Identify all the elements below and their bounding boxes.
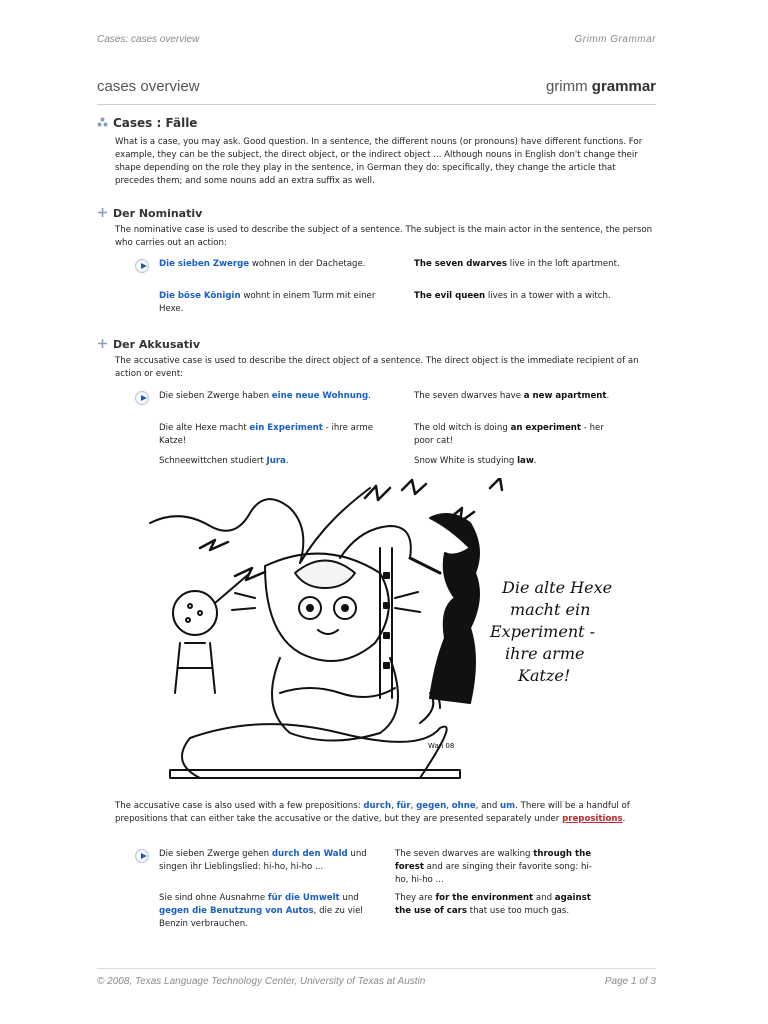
example-german: Sie sind ohne Ausnahme für die Umwelt und gegen die Benutzung von Autos, die zu viel Benzin verbrauchen. (159, 893, 363, 929)
title-row (97, 78, 656, 100)
example-row (135, 455, 625, 471)
example-german: Die sieben Zwerge wohnen in der Dachetage. (159, 259, 366, 269)
cartoon-signature: Wan 08 (428, 742, 455, 750)
example-german: Die böse Königin wohnt in einem Turm mit einer Hexe. (159, 291, 376, 314)
example-english: The seven dwarves are walking through the forest and are singing their favorite song: hi-ho, hi-ho ... (395, 849, 592, 885)
example-row (135, 848, 625, 888)
footer-copyright: © 2008, Texas Language Technology Center, University of Texas at Austin (97, 976, 426, 987)
brand-light: grimm (545, 78, 588, 95)
witch-cat-cartoon (140, 478, 628, 786)
example-english: They are for the environment and against the use of cars that use too much gas. (395, 893, 591, 916)
running-header-right: Grimm Grammar (574, 34, 656, 45)
play-icon[interactable] (135, 259, 149, 273)
plus-icon (97, 339, 108, 351)
prep-gegen: gegen (416, 801, 447, 811)
triangle-cluster-icon (97, 117, 108, 130)
example-german: Die sieben Zwerge haben eine neue Wohnung. (159, 391, 371, 401)
nominativ-intro: The nominative case is used to describe the subject of a sentence. The subject is the main actor in the sentence, the person who carries out an action: (115, 225, 653, 248)
example-row (135, 390, 625, 420)
example-english: The seven dwarves live in the loft apartment. (414, 259, 620, 269)
subsection-heading-text: Der Akkusativ (113, 338, 200, 351)
page-number: Page 1 of 3 (604, 976, 656, 987)
subsection-heading-text: Der Nominativ (113, 207, 203, 220)
subsection-heading-nominativ (97, 207, 202, 220)
example-german: Schneewittchen studiert Jura. (159, 456, 289, 466)
cases-intro: What is a case, you may ask. Good question. In a sentence, the different nouns (or pronouns) have different functions. For example, they can be the subject, the direct object, or the indirect object ... Although nouns in English don't change their shape depending on the role they play in the sentence, in German they do: specifically, they change the article that precedes them; and some nouns add an extra suffix as well. (115, 137, 643, 186)
prepositions-link[interactable]: prepositions (562, 814, 623, 824)
prep-um: um (500, 801, 516, 811)
example-row (135, 290, 625, 320)
example-english: The evil queen lives in a tower with a witch. (414, 291, 611, 301)
cartoon-caption-line: Experiment - (490, 622, 596, 641)
prep-fuer: für (396, 801, 411, 811)
brand-logo (546, 78, 656, 95)
section-heading-text: Cases : Fälle (113, 116, 198, 130)
running-header-left: Cases: cases overview (97, 34, 200, 45)
example-english: Snow White is studying law. (414, 456, 537, 466)
cartoon-caption-line: macht ein (510, 600, 591, 619)
subsection-heading-akkusativ (97, 338, 200, 351)
example-row (135, 892, 625, 932)
example-row (135, 422, 625, 452)
prep-durch: durch (363, 801, 392, 811)
brand-bold: grammar (591, 78, 656, 95)
example-english: The old witch is doing an experiment - her poor cat! (414, 423, 604, 446)
prepositions-intro: The accusative case is also used with a few prepositions: durch, für, gegen, ohne, and um. There will be a handful of prepositions that can either take the accusative or the dative, but they are presented separately under prepositions. (115, 801, 630, 824)
prep-ohne: ohne (451, 801, 476, 811)
section-heading-cases (97, 116, 197, 130)
example-german: Die sieben Zwerge gehen durch den Wald und singen ihr Lieblingslied: hi-ho, hi-ho ... (159, 849, 367, 872)
cartoon-caption-line: Katze! (518, 666, 571, 685)
play-icon[interactable] (135, 391, 149, 405)
example-english: The seven dwarves have a new apartment. (414, 391, 610, 401)
plus-icon (97, 208, 108, 220)
page-title: cases overview (97, 78, 200, 95)
running-header (97, 34, 656, 50)
example-german: Die alte Hexe macht ein Experiment - ihre arme Katze! (159, 423, 373, 446)
akkusativ-intro: The accusative case is used to describe the direct object of a sentence. The direct object is the immediate recipient of an action or event: (115, 356, 639, 379)
play-icon[interactable] (135, 849, 149, 863)
title-divider (97, 104, 656, 105)
example-row (135, 258, 625, 288)
cartoon-caption-line: ihre arme (505, 644, 585, 663)
footer-divider (97, 968, 656, 969)
footer (97, 976, 656, 987)
cartoon-caption-line: Die alte Hexe (502, 578, 613, 597)
